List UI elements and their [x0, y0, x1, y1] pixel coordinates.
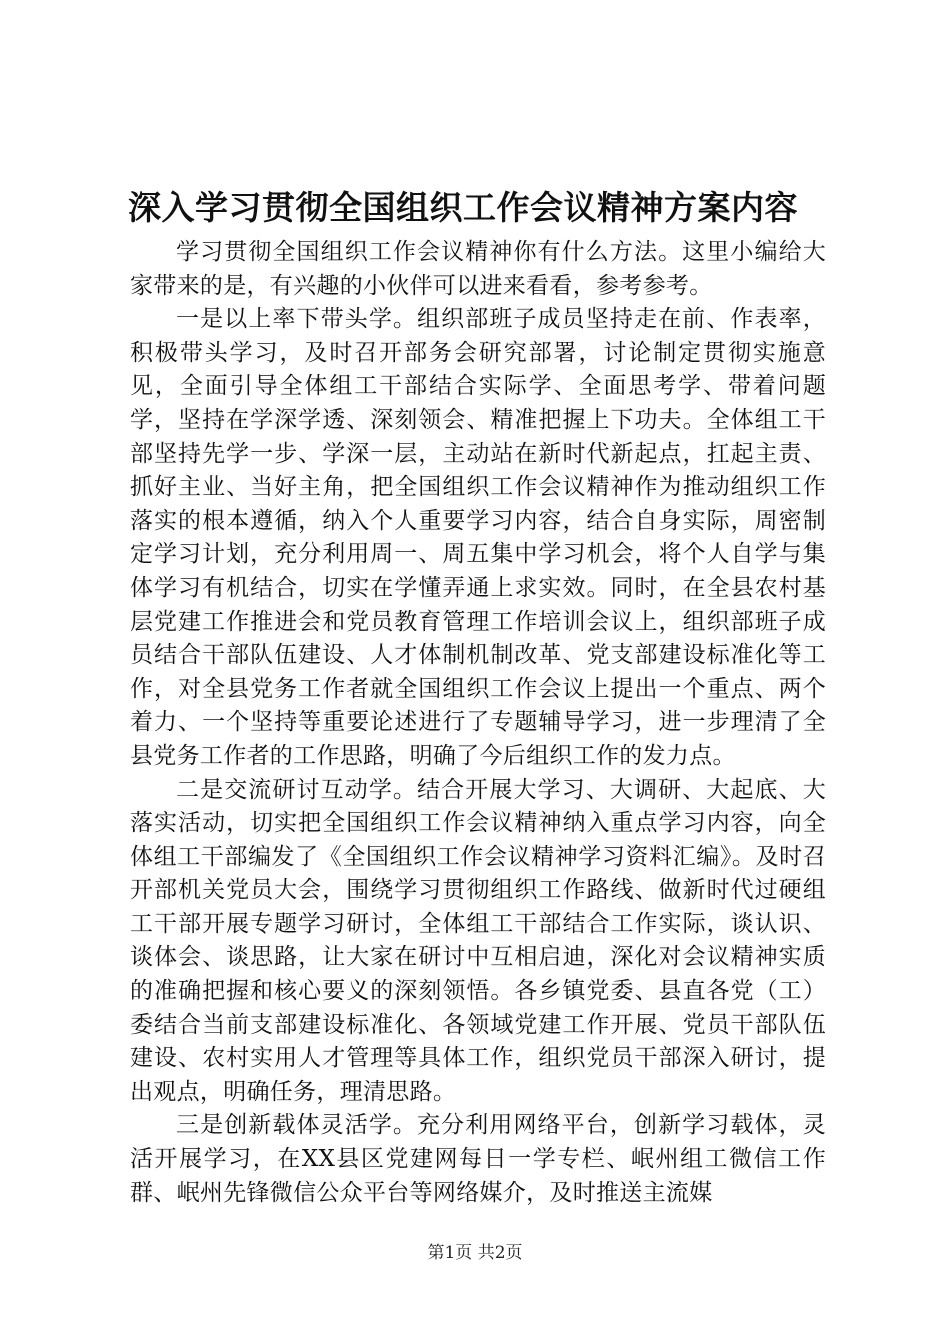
page-number-footer: 第1页 共2页: [427, 1243, 523, 1263]
paragraph-point-two: 二是交流研讨互动学。结合开展大学习、大调研、大起底、大落实活动，切实把全国组织工作会议精神纳入重点学习内容，向全体组工干部编发了《全国组织工作会议精神学习资料汇编》。及时召开部机关党员大会，围绕学习贯彻组织工作路线、做新时代过硬组工干部开展专题学习研讨，全体组工干部结合工作实际，谈认识、谈体会、谈思路，让大家在研讨中互相启迪，深化对会议精神实质的准确把握和核心要义的深刻领悟。各乡镇党委、县直各党（工）委结合当前支部建设标准化、各领域党建工作开展、党员干部队伍建设、农村实用人才管理等具体工作，组织党员干部深入研讨，提出观点，明确任务，理清思路。: [130, 776, 826, 1105]
document-body: [130, 236, 826, 1210]
paragraph-intro: 学习贯彻全国组织工作会议精神你有什么方法。这里小编给大家带来的是，有兴趣的小伙伴可以进来看看，参考参考。: [130, 239, 826, 299]
paragraph-point-one: 一是以上率下带头学。组织部班子成员坚持走在前、作表率，积极带头学习，及时召开部务会研究部署，讨论制定贯彻实施意见，全面引导全体组工干部结合实际学、全面思考学、带着问题学，坚持在学深学透、深刻领会、精准把握上下功夫。全体组工干部坚持先学一步、学深一层，主动站在新时代新起点，扛起主责、抓好主业、当好主角，把全国组织工作会议精神作为推动组织工作落实的根本遵循，纳入个人重要学习内容，结合自身实际，周密制定学习计划，充分利用周一、周五集中学习机会，将个人自学与集体学习有机结合，切实在学懂弄通上求实效。同时，在全县农村基层党建工作推进会和党员教育管理工作培训会议上，组织部班子成员结合干部队伍建设、人才体制机制改革、党支部建设标准化等工作，对全县党务工作者就全国组织工作会议上提出一个重点、两个着力、一个坚持等重要论述进行了专题辅导学习，进一步理清了全县党务工作者的工作思路，明确了今后组织工作的发力点。: [130, 306, 826, 769]
document-title: 深入学习贯彻全国组织工作会议精神方案内容: [128, 188, 798, 227]
paragraph-point-three: 三是创新载体灵活学。充分利用网络平台，创新学习载体，灵活开展学习，在XX县区党建网每日一学专栏、岷州组工微信工作群、岷州先锋微信公众平台等网络媒介，及时推送主流媒: [130, 1112, 826, 1206]
